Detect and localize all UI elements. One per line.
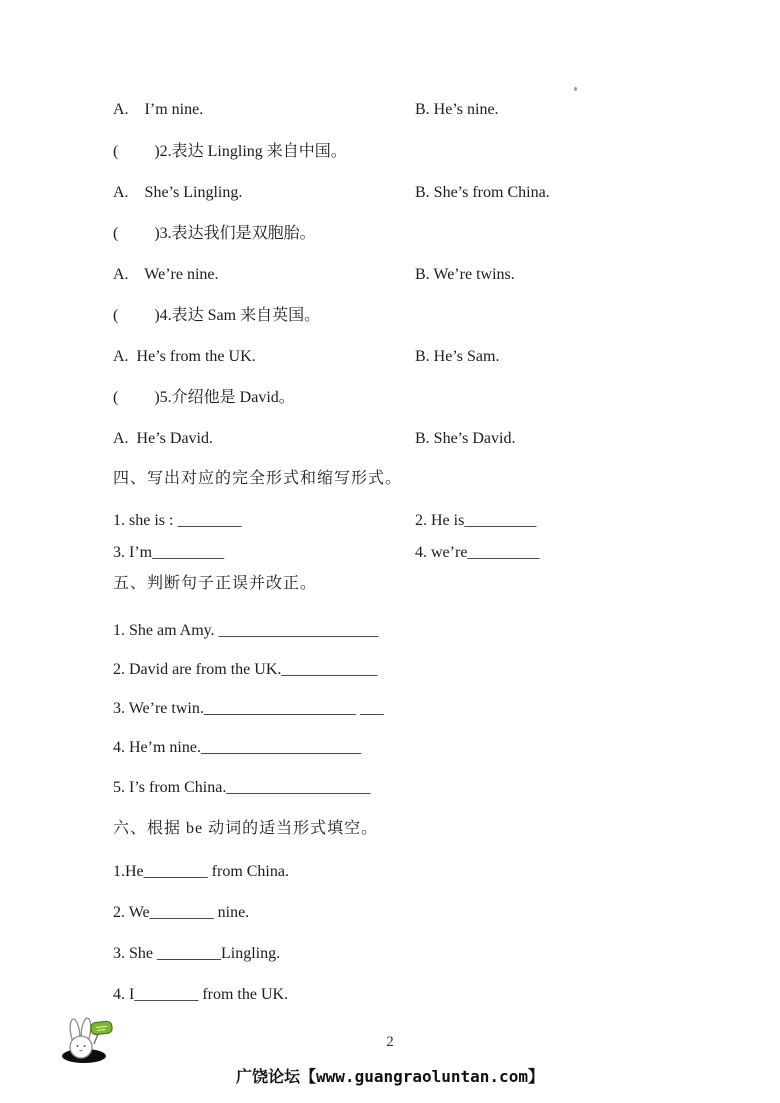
section6-item-2: 2. We________ nine.	[113, 904, 250, 921]
mc-option-b: B. She’s David.	[415, 430, 516, 447]
mc-question-4: ( )4.表达 Sam 来自英国。	[113, 307, 321, 324]
section6-item-1: 1.He________ from China.	[113, 863, 289, 880]
scan-speck	[574, 87, 577, 91]
footer-site-label: 广饶论坛【www.guangraoluntan.com】	[236, 1067, 544, 1086]
section4-item-3: 3. I’m_________	[113, 544, 225, 561]
mc-option-a: A. We’re nine.	[113, 266, 219, 283]
mc-option-a: A. She’s Lingling.	[113, 184, 243, 201]
mc-option-b: B. He’s nine.	[415, 101, 499, 118]
mc-option-b: B. He’s Sam.	[415, 348, 500, 365]
section6-item-3: 3. She ________Lingling.	[113, 945, 281, 962]
mc-option-b: B. We’re twins.	[415, 266, 515, 283]
section5-title: 五、判断句子正误并改正。	[113, 575, 318, 592]
mc-question-2: ( )2.表达 Lingling 来自中国。	[113, 143, 347, 160]
section4-item-1: 1. she is : ________	[113, 512, 242, 529]
section5-item-2: 2. David are from the UK.____________	[113, 661, 378, 678]
section6-item-4: 4. I________ from the UK.	[113, 986, 289, 1003]
section5-item-1: 1. She am Amy. ____________________	[113, 622, 379, 639]
section4-item-2: 2. He is_________	[415, 512, 537, 529]
section5-item-3: 3. We’re twin.___________________ ___	[113, 700, 384, 717]
mc-option-a: A. He’s David.	[113, 430, 213, 447]
mc-question-5: ( )5.介绍他是 David。	[113, 389, 295, 406]
section4-title: 四、写出对应的完全形式和缩写形式。	[113, 470, 403, 487]
page-number: 2	[386, 1034, 394, 1050]
section6-title: 六、根据 be 动词的适当形式填空。	[113, 820, 379, 837]
mc-option-a: A. He’s from the UK.	[113, 348, 256, 365]
section4-item-4: 4. we’re_________	[415, 544, 540, 561]
mc-option-b: B. She’s from China.	[415, 184, 550, 201]
section5-item-5: 5. I’s from China.__________________	[113, 779, 371, 796]
section5-item-4: 4. He’m nine.____________________	[113, 739, 361, 756]
mc-question-3: ( )3.表达我们是双胞胎。	[113, 225, 316, 242]
mc-option-a: A. I’m nine.	[113, 101, 204, 118]
